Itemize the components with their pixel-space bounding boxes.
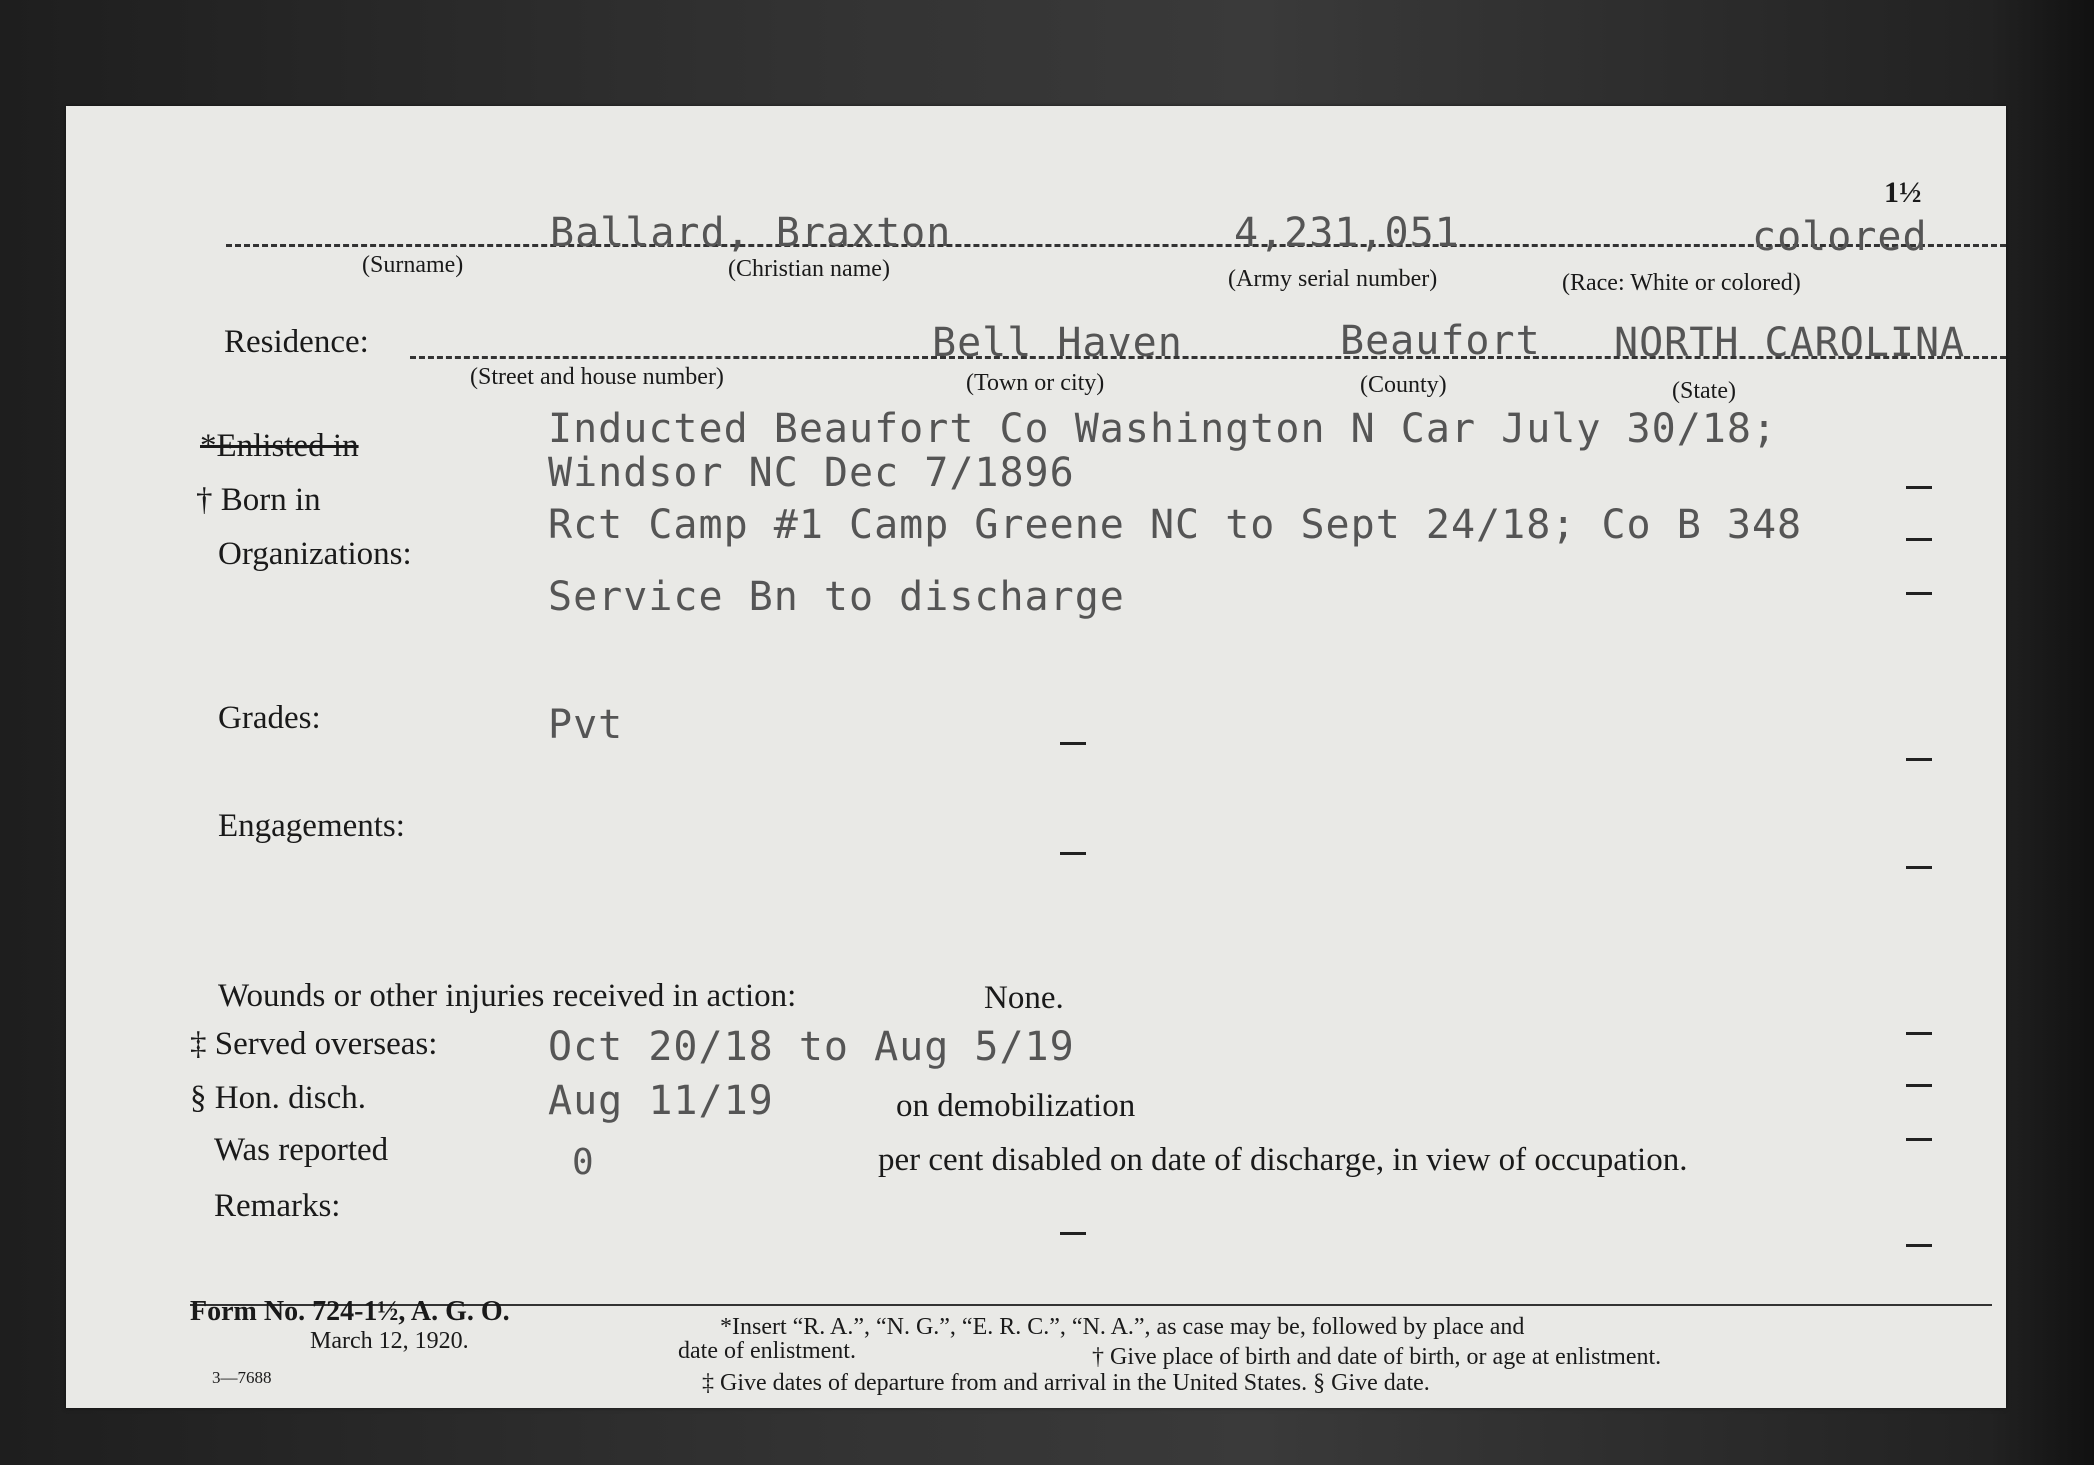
margin-dash xyxy=(1906,1084,1932,1087)
engagements-label: Engagements: xyxy=(218,808,405,844)
percent-text: per cent disabled on date of discharge, in view of occupation. xyxy=(878,1142,1688,1178)
state-caption: (State) xyxy=(1672,378,1736,404)
christian-caption: (Christian name) xyxy=(728,256,890,282)
footnote-1a: *Insert “R. A.”, “N. G.”, “E. R. C.”, “N. A.”, as case may be, followed by place and xyxy=(720,1314,1525,1340)
name-value: Ballard, Braxton xyxy=(550,210,952,256)
service-record-card xyxy=(66,106,2006,1408)
inducted-entry: Inducted Beaufort Co Washington N Car July 30/18; xyxy=(548,406,1778,452)
margin-dash xyxy=(1906,1032,1932,1035)
margin-dash xyxy=(1906,1244,1932,1247)
margin-dash xyxy=(1060,742,1086,745)
residence-county: Beaufort xyxy=(1340,318,1541,364)
margin-dash xyxy=(1906,758,1932,761)
wounds-entry: None. xyxy=(984,980,1064,1016)
served-entry: Oct 20/18 to Aug 5/19 xyxy=(548,1024,1075,1070)
name-line xyxy=(226,244,2006,247)
margin-dash xyxy=(1906,592,1932,595)
born-label: † Born in xyxy=(196,482,321,518)
reported-label: Was reported xyxy=(214,1132,389,1168)
residence-town: Bell Haven xyxy=(932,320,1183,366)
organizations-label: Organizations: xyxy=(218,536,412,572)
footnote-2: † Give place of birth and date of birth, or age at enlistment. xyxy=(1092,1344,1662,1370)
surname-caption: (Surname) xyxy=(362,252,464,278)
margin-dash xyxy=(1906,866,1932,869)
form-code: 3—7688 xyxy=(212,1368,272,1387)
grade-entry: Pvt xyxy=(548,702,624,748)
enlisted-label: *Enlisted in xyxy=(200,428,359,464)
footnote-1b: date of enlistment. xyxy=(678,1338,856,1364)
hon-disch-date: Aug 11/19 xyxy=(548,1078,774,1124)
county-caption: (County) xyxy=(1360,372,1447,398)
percent-entry: 0 xyxy=(572,1142,595,1183)
margin-dash xyxy=(1906,486,1932,489)
form-number: Form No. 724-1½, A. G. O. xyxy=(190,1296,510,1327)
hon-disch-text: on demobilization xyxy=(896,1088,1136,1124)
wounds-label: Wounds or other injuries received in action: xyxy=(218,978,797,1014)
grades-label: Grades: xyxy=(218,700,321,736)
residence-state: NORTH CAROLINA xyxy=(1614,320,1966,366)
hon-disch-label: § Hon. disch. xyxy=(190,1080,366,1116)
serial-caption: (Army serial number) xyxy=(1228,266,1438,292)
street-caption: (Street and house number) xyxy=(470,364,724,390)
margin-dash xyxy=(1906,1138,1932,1141)
form-date: March 12, 1920. xyxy=(310,1328,469,1354)
margin-dash xyxy=(1060,852,1086,855)
organization-entry-2: Service Bn to discharge xyxy=(548,574,1125,620)
served-label: ‡ Served overseas: xyxy=(190,1026,438,1062)
serial-value: 4,231,051 xyxy=(1234,210,1460,256)
born-entry: Windsor NC Dec 7/1896 xyxy=(548,450,1075,496)
margin-dash xyxy=(1906,538,1932,541)
organization-entry-1: Rct Camp #1 Camp Greene NC to Sept 24/18; Co B 348 xyxy=(548,502,1803,548)
remarks-label: Remarks: xyxy=(214,1188,341,1224)
residence-label: Residence: xyxy=(224,324,369,360)
town-caption: (Town or city) xyxy=(966,370,1105,396)
race-caption: (Race: White or colored) xyxy=(1562,270,1801,296)
margin-dash xyxy=(1060,1232,1086,1235)
card-fraction: 1½ xyxy=(1884,176,1922,209)
footnote-3: ‡ Give dates of departure from and arrival in the United States. § Give date. xyxy=(702,1370,1430,1396)
race-value: colored xyxy=(1752,214,1928,260)
